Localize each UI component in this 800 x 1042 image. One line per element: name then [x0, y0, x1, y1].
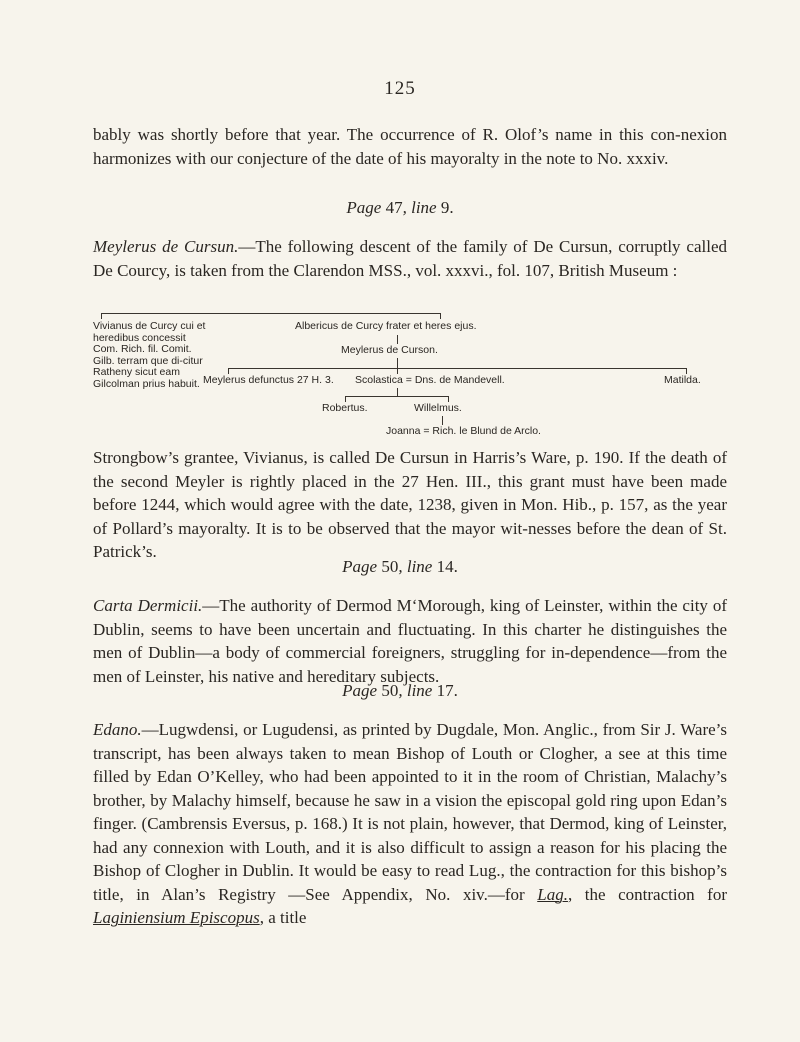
section-3-lag: Lag. [537, 884, 568, 904]
section-heading-page-47 [0, 198, 800, 218]
section-3-body-a: —Lugwdensi, or Lugudensi, as printed by Dugdale, Mon. Anglic., from Sir J. Ware’s transcript, has been always taken to mean Bishop of Louth or Clogher, a see at this time filled by Edan O’Kelley, who had been appointed to it in the room of Christian, Malachy’s brother, by Malachy himself, because he saw in a vision the episcopal gold ring upon Edan’s finger. (Cambrensis Eversus, p. 168.) It is not plain, however, that Dermod, king of Leinster, had any connexion with Louth, and it is also difficult to assign a reason for his placing the Bishop of Clogher in Dublin. It would be easy to read Lug., the contraction for this bishop’s title, in Alan’s Registry —See Appendix, No. xiv.—for [93, 720, 727, 904]
section-3-body-c: , a title [259, 908, 307, 927]
section-1-continued-text: Strongbow’s grantee, Vivianus, is called De Cursun in Harris’s Ware, p. 190. If the death of the second Meyler is rightly placed in the 27 Hen. III., this grant must have been made before 1244, which would agree with the date, 1238, given in Mon. Hib., p. 157, as the year of Pollard’s mayoralty. It is to be observed that the mayor wit-nesses before the dean of St. Patrick’s. [93, 448, 727, 561]
meylerus-de-curson: Meylerus de Curson. [341, 344, 438, 356]
heading-page-num: 47 [385, 198, 403, 217]
section-heading-page-50-17 [0, 681, 800, 701]
section-1-body: —The following descent of the family of De Cursun, corruptly called De Courcy, is taken from the Clarendon MSS., vol. xxxvi., fol. 107, British Museum : [93, 237, 727, 280]
section-1-paragraph [93, 235, 727, 282]
section-2-paragraph [93, 594, 727, 688]
heading-line-num: 17. [436, 681, 458, 700]
heading-line-label: , line [402, 198, 441, 217]
section-3-body-b: , the contraction for [567, 884, 727, 904]
albericus: Albericus de Curcy frater et heres ejus. [295, 320, 477, 332]
matilda: Matilda. [664, 374, 701, 386]
joanna: Joanna = Rich. le Blund de Arclo. [386, 425, 541, 437]
heading-page-num: 50 [381, 681, 399, 700]
heading-line-label: , line [398, 681, 437, 700]
intro-text: bably was shortly before that year. The occurrence of R. Olof’s name in this con-nexion harmonizes with our conjecture of the date of his mayoralty in the note to No. xxxiv. [93, 125, 727, 168]
heading-page-num: 50 [381, 557, 399, 576]
intro-paragraph [93, 123, 727, 170]
meylerus-defunctus: Meylerus defunctus 27 H. 3. [203, 374, 334, 386]
section-heading-page-50-14 [0, 557, 800, 577]
section-3-laginiensium: Laginiensium Episcopus [93, 908, 260, 927]
scolastica: Scolastica = Dns. de Mandevell. [355, 374, 505, 386]
section-2-lead: Carta Dermicii. [93, 596, 203, 615]
page-number: 125 [384, 78, 416, 99]
heading-line-label: , line [398, 557, 437, 576]
heading-page-label: Page [346, 198, 386, 217]
heading-line-num: 9. [440, 198, 454, 217]
willelmus: Willelmus. [414, 402, 462, 414]
section-3-lead: Edano. [93, 720, 142, 739]
heading-page-label: Page [342, 557, 382, 576]
section-2-body: —The authority of Dermod M‘Morough, king of Leinster, within the city of Dublin, seems to have been uncertain and fluctuating. In this charter he distinguishes the men of Dublin—a body of commercial foreigners, struggling for in-dependence—from the men of Leinster, his native and hereditary subjects. [93, 596, 728, 686]
section-1-lead: Meylerus de Cursun. [93, 237, 239, 256]
vivianus-note: Vivianus de Curcy cui et heredibus concessit Com. Rich. fil. Comit. Gilb. terram que di-citur Ratheny sicut eam Gilcolman prius habuit. [93, 320, 206, 390]
section-1-continued [93, 446, 727, 564]
heading-line-num: 14. [436, 557, 458, 576]
robertus: Robertus. [322, 402, 368, 414]
heading-page-label: Page [342, 681, 382, 700]
section-3-paragraph [93, 718, 727, 930]
